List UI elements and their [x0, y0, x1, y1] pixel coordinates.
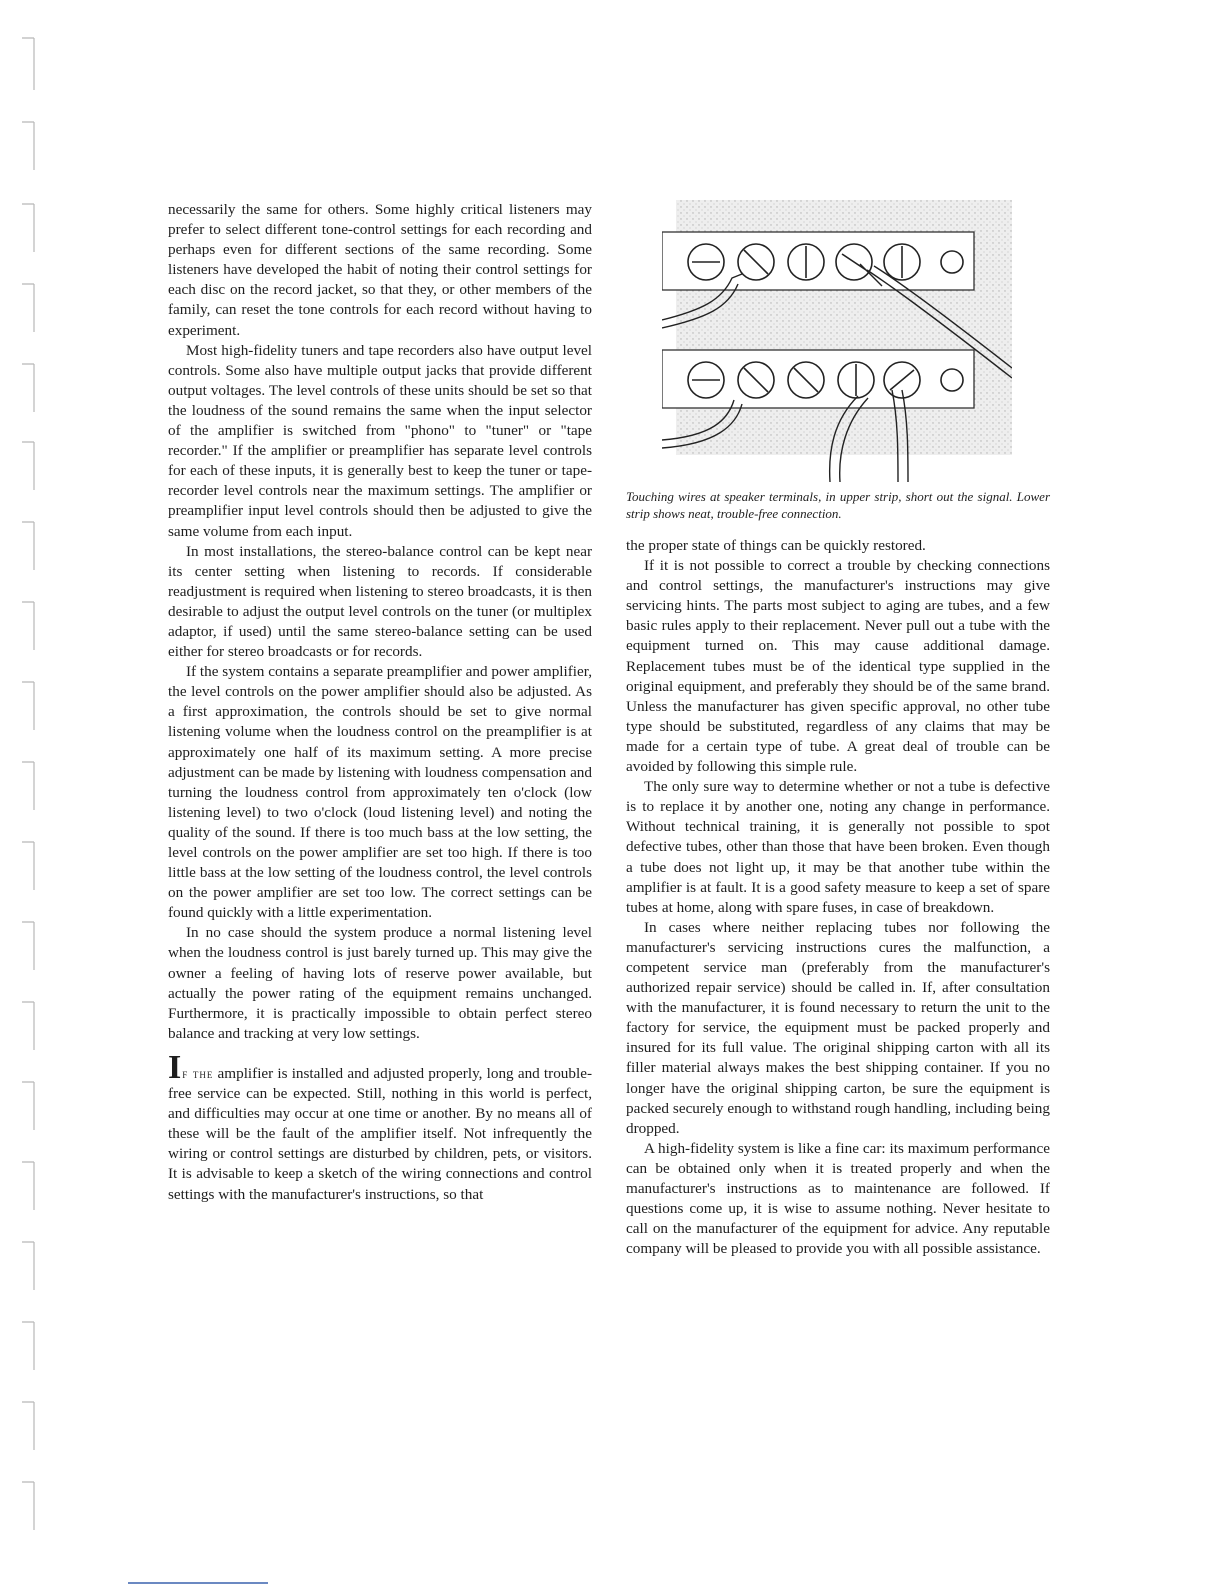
figure-caption: Touching wires at speaker terminals, in upper strip, short out the signal. Lower strip shows neat, trouble-free connection. — [626, 489, 1050, 521]
paragraph: In most installations, the stereo-balance control can be kept near its center setting when listening to records. If considerable readjustment is required when listening to stereo broadcasts, it is then desirable to adjust the output level controls on the tuner (or multiplex adaptor, if used) until the same stereo-balance setting can be used either for stereo broadcasts or for records. — [168, 542, 592, 661]
right-column — [626, 536, 1050, 1259]
left-column — [168, 200, 592, 1205]
footer-rule — [128, 1582, 268, 1584]
paragraph: In cases where neither replacing tubes nor following the manufacturer's servicing instructions cures the malfunction, a competent service man (preferably from the manufacturer's authorized repair service) should be called in. If, after consultation with the manufacturer, it is found necessary to return the unit to the factory for service, the equipment must be packed properly and insured for its full value. The original shipping carton with all its filler material always makes the best shipping container. If you no longer have the original shipping carton, be sure the equipment is packed securely enough to withstand rough handling, including being dropped. — [626, 918, 1050, 1137]
paragraph: the proper state of things can be quickly restored. — [626, 537, 926, 554]
section-opening-paragraph — [168, 1048, 593, 1205]
drop-cap: I — [168, 1048, 182, 1086]
section-opening-text: amplifier is installed and adjusted properly, long and trouble-free service can be expected. Still, nothing in this world is perfect, and difficulties may occur at one time or another. By no means all of these will be the fault of the amplifier itself. Not infrequently the wiring or control settings are disturbed by children, pets, or visitors. It is advisable to keep a sketch of the wiring connections and control settings with the manufacturer's instructions, so that — [168, 1064, 593, 1203]
paragraph: Most high-fidelity tuners and tape recorders also have output level controls. Some also have multiple output jacks that provide different output voltages. The level controls of these units should be set so that the loudness of the sound remains the same when the input selector of the amplifier is switched from "phono" to "tuner" or "tape recorder." If the amplifier or preamplifier has separate level controls for each of these inputs, it is generally best to keep the tuner or tape-recorder level controls near the maximum settings. The amplifier or preamplifier input level controls should then be adjusted to give the same volume from each input. — [168, 341, 592, 540]
small-caps-lead: f the — [182, 1065, 214, 1081]
paragraph: necessarily the same for others. Some highly critical listeners may prefer to select different tone-control settings for each recording and perhaps even for different sections of the same recording. Some listeners have developed the habit of noting their control settings for each disc on the record jacket, so that they, or other members of the family, can reset the tone controls for each record without having to experiment. — [168, 201, 592, 339]
paragraph: A high-fidelity system is like a fine car: its maximum performance can be obtained only when it is treated properly and when the manufacturer's instructions as to maintenance are followed. If questions come up, it is wise to assume nothing. Never hesitate to call on the manufacturer of the equipment for advice. Any reputable company will be pleased to provide you with all possible assistance. — [626, 1139, 1050, 1258]
paragraph: If the system contains a separate preamplifier and power amplifier, the level controls on the power amplifier should also be adjusted. As a first approximation, the controls should be set to give normal listening volume when the loudness control on the preamplifier is at approximately one half of its maximum setting. A more precise adjustment can be made by listening with loudness compensation and turning the loudness control from approximately ten o'clock (low listening level) to two o'clock (loud listening level) and noting the quality of the sound. If there is too much bass at the low setting, the level controls on the power amplifier are set too high. If there is too little bass at the low setting of the loudness control, the level controls on the power amplifier are set too low. The correct settings can be found quickly with a little experimentation. — [168, 663, 592, 922]
paragraph: The only sure way to determine whether or not a tube is defective is to replace it by another one, noting any change in performance. Without technical training, it is generally not possible to spot defective tubes, other than those that have been broken. Even though a tube does not light up, it may be that another tube within the amplifier is at fault. It is a good safety measure to keep a set of spare tubes at home, along with spare fuses, in case of breakdown. — [626, 778, 1050, 916]
paragraph: In no case should the system produce a normal listening level when the loudness control is just barely turned up. This may give the owner a feeling of having lots of reserve power available, but actually the power rating of the equipment remains unchanged. Furthermore, it is practically impossible to obtain perfect stereo balance and tracking at very low settings. — [168, 924, 592, 1042]
paragraph: If it is not possible to correct a trouble by checking connections and control settings, the manufacturer's instructions may give servicing hints. The parts most subject to aging are tubes, and a few basic rules apply to their replacement. Never pull out a tube with the equipment turned on. This may cause additional damage. Replacement tubes must be of the identical type supplied in the original equipment, and preferably they should be of the same brand. Unless the manufacturer has given specific approval, no other tube type should be substituted, regardless of any claims that may be made for a certain type of tube. A great deal of trouble can be avoided by following this simple rule. — [626, 557, 1050, 776]
binder-margin-marks — [0, 0, 40, 1585]
speaker-terminals-illustration — [662, 200, 1012, 482]
